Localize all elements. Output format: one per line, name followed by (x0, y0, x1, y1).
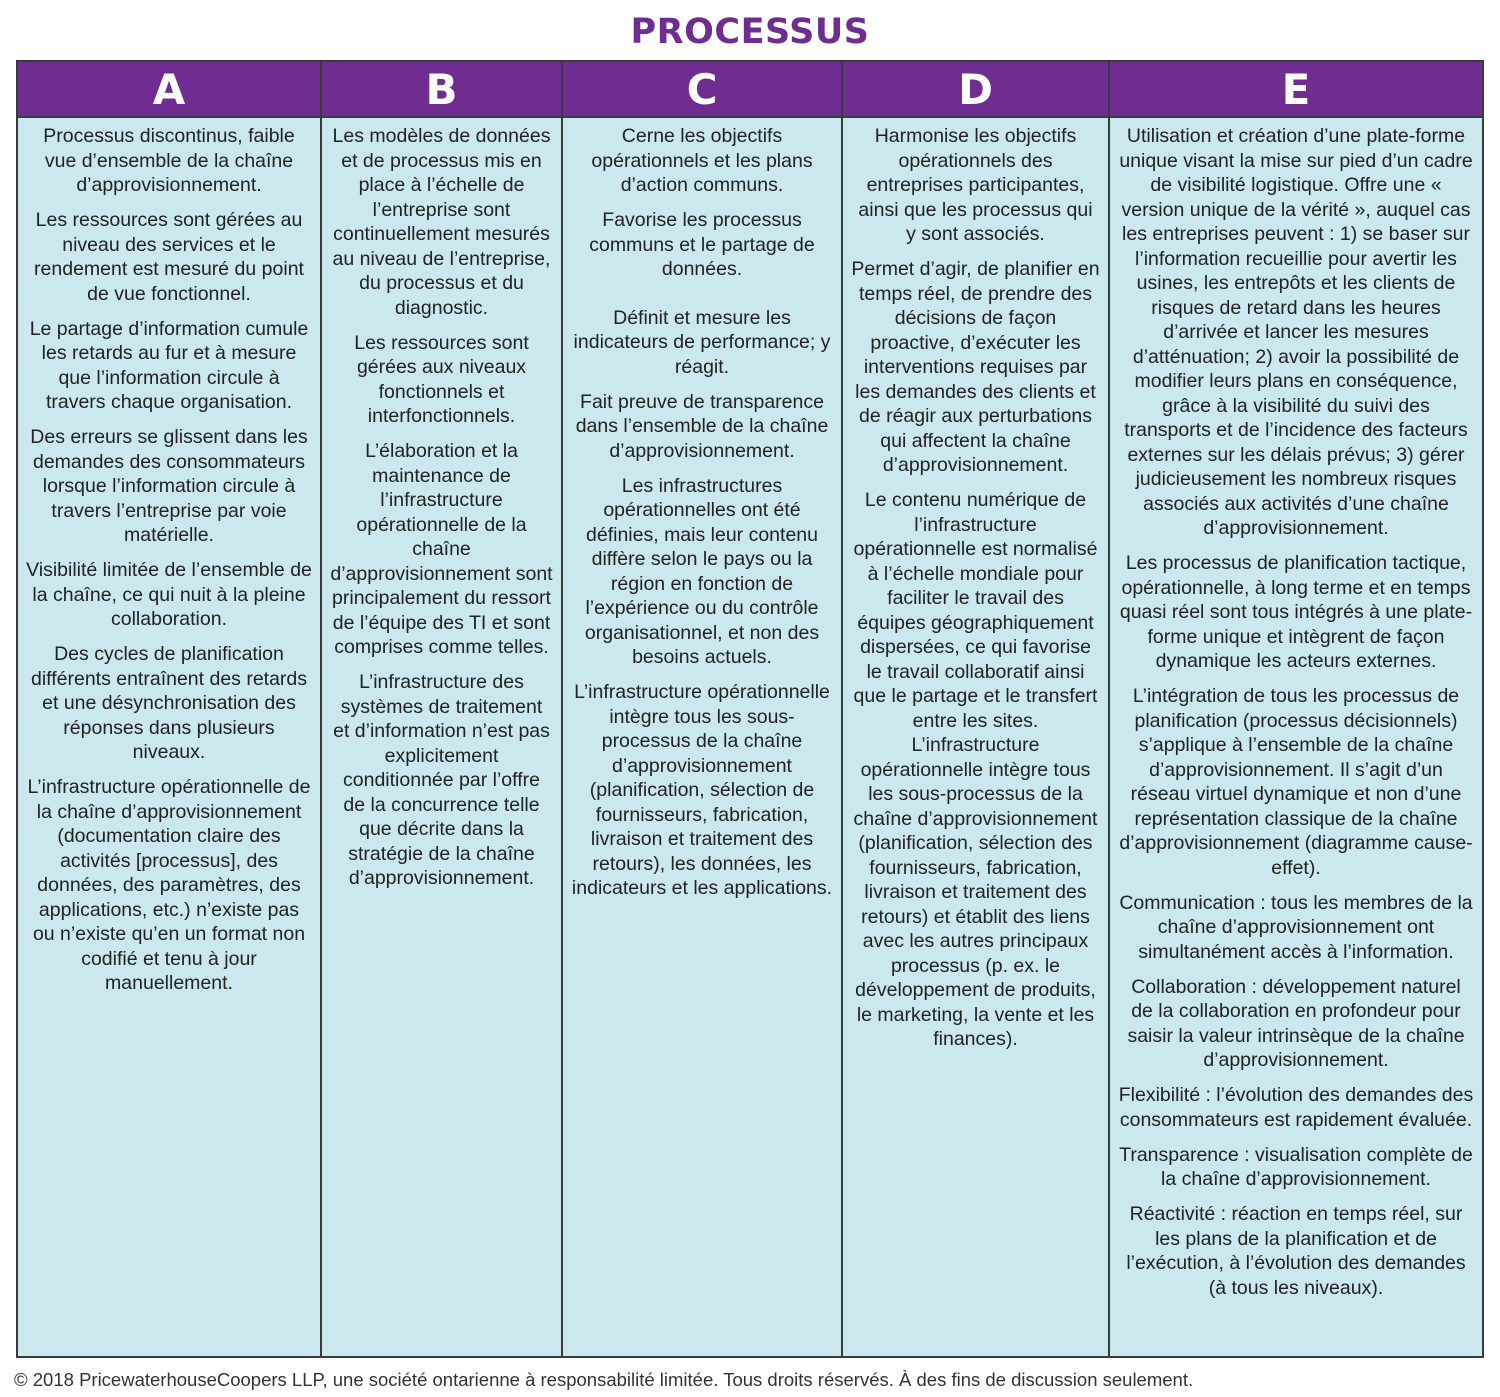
column-a-paragraph: Le partage d’information cumule les retards au fur et à mesure que l’information circule à travers chaque organisation. (29, 317, 309, 413)
column-a (18, 62, 320, 1356)
column-c (561, 62, 841, 1356)
column-d-paragraph: Permet d’agir, de planifier en temps réel, de prendre des décisions de façon proactive, d’exécuter les interventions requises par les demandes des clients et de réagir aux perturbations qui affectent la chaîne d’approvisionnement. (851, 258, 1100, 476)
column-e-header: E (1110, 62, 1482, 118)
column-e-paragraph: Collaboration : développement naturel de la collaboration en profondeur pour saisir la valeur intrinsèque de la chaîne d’approvisionnement. (1127, 975, 1465, 1071)
column-a-paragraph: Processus discontinus, faible vue d’ensemble de la chaîne d’approvisionnement. (43, 125, 295, 196)
page-title: PROCESSUS (630, 12, 870, 52)
column-a-paragraph: Des erreurs se glissent dans les demandes des consommateurs lorsque l’information circule à travers l’entreprise par voie matérielle. (30, 426, 308, 546)
column-e-paragraph: Flexibilité : l’évolution des demandes des consommateurs est rapidement évaluée. (1118, 1084, 1474, 1131)
column-c-body (563, 118, 841, 911)
column-d-paragraph: Harmonise les objectifs opérationnels des entreprises participantes, ainsi que les processus qui y sont associés. (858, 125, 1093, 245)
column-c-paragraph: Favorise les processus communs et le partage de données. (589, 209, 815, 280)
column-a-paragraph: Les ressources sont gérées au niveau des services et le rendement est mesuré du point de vue fonctionnel. (34, 209, 304, 305)
column-c-paragraph: Fait preuve de transparence dans l’ensemble de la chaîne d’approvisionnement. (575, 390, 829, 462)
column-a-paragraph: Visibilité limitée de l’ensemble de la chaîne, ce qui nuit à la pleine collaboration. (26, 559, 312, 630)
column-b-paragraph: Les modèles de données et de processus mis en place à l’échelle de l’entreprise sont continuellement mesurés au niveau de l’entreprise, du processus et du diagnostic. (332, 125, 551, 319)
column-b-body (322, 118, 561, 901)
column-d (841, 62, 1108, 1356)
column-e-paragraph: Les processus de planification tactique, opérationnelle, à long terme et en temps quasi réel sont tous intégrés à une plate-forme unique et intègrent de façon dynamique les acteurs externes. (1119, 552, 1473, 672)
column-e-paragraph: Utilisation et création d’une plate-forme unique visant la mise sur pied d’un cadre de visibilité logistique. Offre une « version unique de la vérité », auquel cas les entreprises peuvent : 1) se baser sur l’information recueillie pour avertir les usines, les entrepôts et les clients de risques de retard dans les heures d’arrivée et lancer les mesures d’atténuation; 2) avoir la possibilité de modifier leurs plans en conséquence, grâce à la visibilité du suivi des transports et de l’incidence des facteurs externes sur les délais prévus; 3) gérer judicieusement les nombreux risques associés aux activités d’une chaîne d’approvisionnement. (1119, 125, 1473, 539)
column-c-paragraph: L’infrastructure opérationnelle intègre tous les sous-processus de la chaîne d’approvisionnement (planification, sélection de fournisseurs, fabrication, livraison et traitement des retours), les données, les indicateurs et les applications. (571, 681, 833, 899)
column-c-paragraph: Définit et mesure les indicateurs de performance; y réagit. (573, 306, 831, 378)
column-b (320, 62, 561, 1356)
column-b-paragraph: Les ressources sont gérées aux niveaux fonctionnels et interfonctionnels. (354, 331, 529, 427)
column-b-header: B (322, 62, 561, 118)
column-d-paragraph: Le contenu numérique de l’infrastructure opérationnelle est normalisé à l’échelle mondiale pour faciliter le travail des équipes géographiquement dispersées, ce qui favorise le travail collaboratif ainsi que le partage et le transfert entre les sites. L’infrastructure opérationnelle intègre tous les sous-processus de la chaîne d’approvisionnement (planification, sélection des fournisseurs, fabrication, livraison et traitement des retours) et établit des liens avec les autres principaux processus (p. ex. le développement de produits, le marketing, la vente et les finances). (853, 489, 1098, 1050)
column-e-paragraph: Transparence : visualisation complète de la chaîne d’approvisionnement. (1119, 1143, 1473, 1190)
column-d-body (843, 118, 1108, 1062)
column-b-paragraph: L’élaboration et la maintenance de l’infrastructure opérationnelle de la chaîne d’approvisionnement sont principalement du ressort de l’équipe des TI et sont comprises comme telles. (330, 440, 553, 658)
process-table (16, 60, 1484, 1358)
column-a-header: A (18, 62, 320, 118)
copyright-footer: © 2018 PricewaterhouseCoopers LLP, une société ontarienne à responsabilité limitée. Tous droits réservés. À des fins de discussion seulement. (14, 1369, 1194, 1390)
column-a-paragraph: L’infrastructure opérationnelle de la chaîne d’approvisionnement (documentation claire des activités [processus], des données, des paramètres, des applications, etc.) n’existe pas ou n’existe qu’en un format non codifié et tenu à jour manuellement. (27, 776, 311, 994)
column-d-header: D (843, 62, 1108, 118)
column-e (1108, 62, 1482, 1356)
column-c-header: C (563, 62, 841, 118)
column-b-paragraph: L’infrastructure des systèmes de traitement et d’information n’est pas explicitement conditionnée par l’offre de la concurrence telle que décrite dans la stratégie de la chaîne d’approvisionnement. (333, 671, 550, 889)
column-e-paragraph: Communication : tous les membres de la chaîne d’approvisionnement ont simultanément accès à l’information. (1119, 891, 1473, 963)
column-a-body (18, 118, 320, 1006)
column-e-body (1110, 118, 1482, 1311)
column-e-paragraph: L’intégration de tous les processus de planification (processus décisionnels) s’applique à l’ensemble de la chaîne d’approvisionnement. Il s’agit d’un réseau virtuel dynamique et non d’une représentation classique de la chaîne d’approvisionnement (diagramme cause-effet). (1119, 685, 1473, 879)
column-a-paragraph: Des cycles de planification différents entraînent des retards et une désynchronisation des réponses dans plusieurs niveaux. (30, 643, 308, 763)
column-c-paragraph: Cerne les objectifs opérationnels et les plans d’action communs. (591, 125, 813, 196)
column-c-paragraph: Les infrastructures opérationnelles ont été définies, mais leur contenu diffère selon le pays ou la région en fonction de l’expérience ou du contrôle organisationnel, et non des besoins actuels. (584, 474, 820, 668)
column-e-paragraph: Réactivité : réaction en temps réel, sur les plans de la planification et de l’exécution, à l’évolution des demandes (à tous les niveaux). (1126, 1203, 1466, 1299)
